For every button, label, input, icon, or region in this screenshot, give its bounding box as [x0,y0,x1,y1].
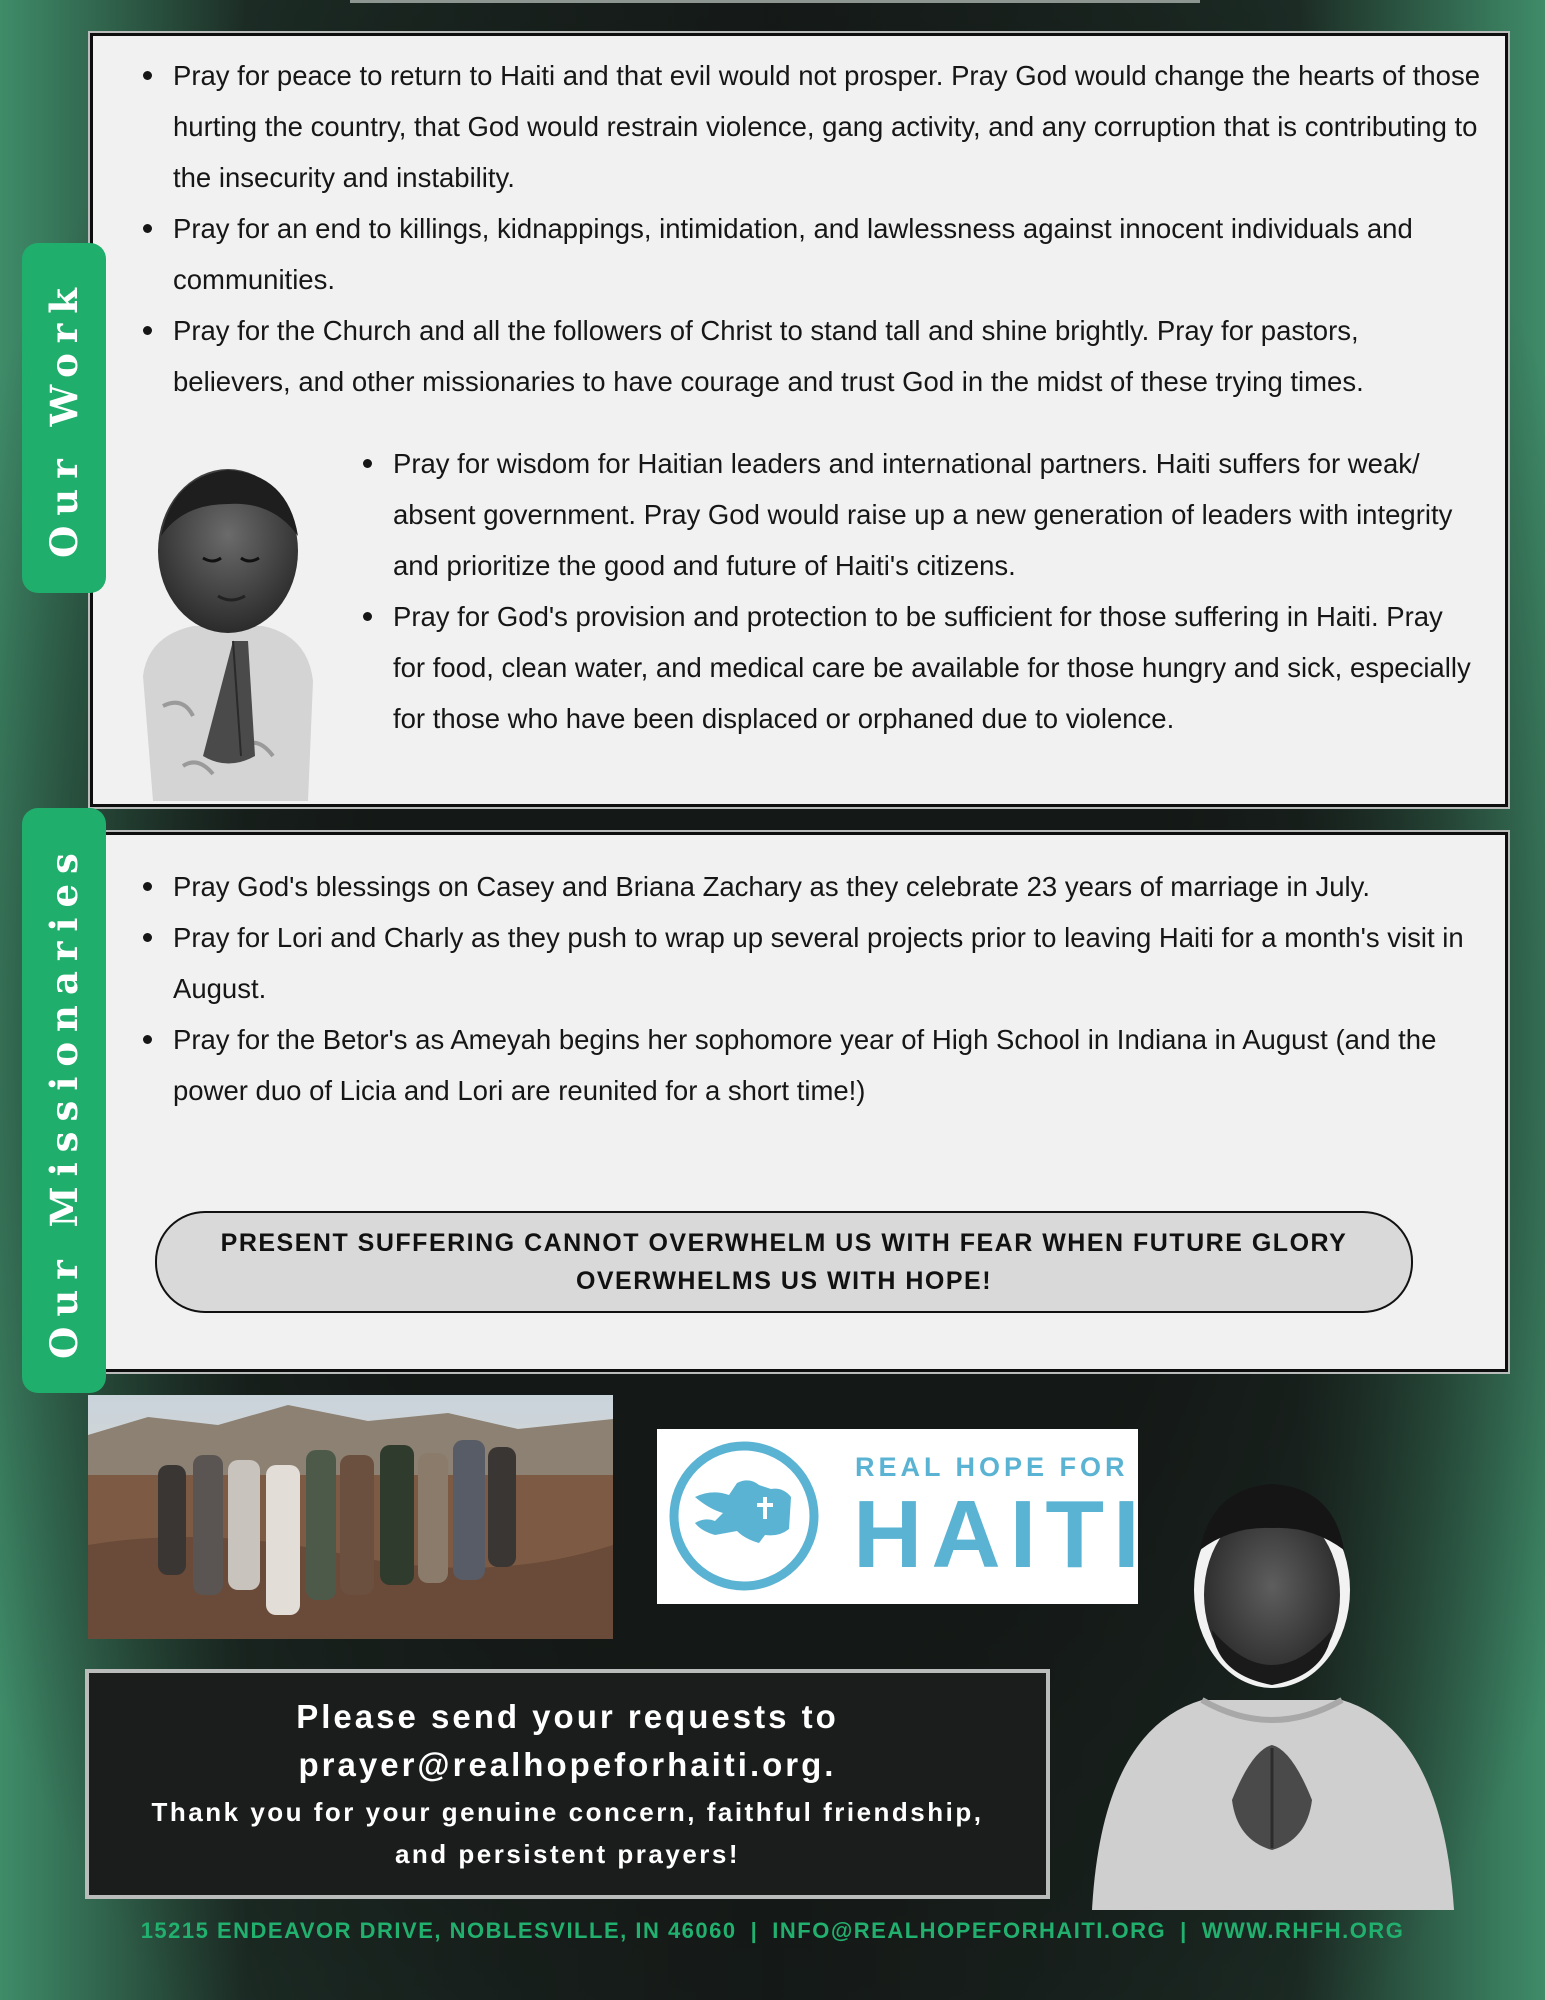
list-item: Pray for the Church and all the followers of Christ to stand tall and shine brightly. Pray for pastors, believers, and other missionaries to have courage and trust God in the midst of these trying times. [131,305,1481,407]
footer-address: 15215 ENDEAVOR DRIVE, NOBLESVILLE, IN 46060 [140,1918,737,1943]
prayer-request-box [85,1669,1050,1899]
our-missionaries-panel [90,832,1508,1372]
footer [0,1918,1545,1944]
our-missionaries-label: Our Missionaries [42,842,86,1359]
thank-you-line: Thank you for your genuine concern, faithful friendship, [151,1797,984,1827]
logo-name: HAITI [853,1481,1149,1588]
thank-you-line: and persistent prayers! [394,1839,741,1869]
our-work-list-continued [351,438,1481,744]
footer-separator: | [1180,1918,1188,1943]
our-missionaries-tab [22,808,106,1393]
footer-separator: | [750,1918,759,1943]
group-prayer-photo [88,1395,613,1639]
hope-quote: PRESENT SUFFERING CANNOT OVERWHELM US WITH FEAR WHEN FUTURE GLORY OVERWHELMS US WITH HOPE! [155,1211,1413,1313]
our-work-panel [90,33,1508,807]
request-line: Please send your requests to [296,1698,839,1735]
our-missionaries-list [131,861,1481,1116]
praying-man-photo [1082,1470,1464,1910]
haiti-map-icon [667,1439,822,1594]
praying-child-photo [123,456,333,801]
real-hope-for-haiti-logo [657,1429,1149,1604]
our-work-tab [22,243,106,593]
list-item: Pray for God's provision and protection to be sufficient for those suffering in Haiti. Pray for food, clean water, and medical care be available for those hungry and sick, especially for those who have been displaced or orphaned due to violence. [351,591,1481,744]
list-item: Pray for the Betor's as Ameyah begins her sophomore year of High School in Indiana in August (and the power duo of Licia and Lori are reunited for a short time!) [131,1014,1481,1116]
prayer-email[interactable]: prayer@realhopeforhaiti.org. [298,1746,837,1783]
list-item: Pray for peace to return to Haiti and that evil would not prosper. Pray God would change the hearts of those hurting the country, that God would restrain violence, gang activity, and any corruption that is contributing to the insecurity and instability. [131,50,1481,203]
list-item: Pray God's blessings on Casey and Briana Zachary as they celebrate 23 years of marriage in July. [131,861,1481,912]
footer-email[interactable]: INFO@REALHOPEFORHAITI.ORG [772,1918,1167,1943]
list-item: Pray for wisdom for Haitian leaders and international partners. Haiti suffers for weak/ absent government. Pray God would raise up a new generation of leaders with integrity and prioritize the good and future of Haiti's citizens. [351,438,1481,591]
logo-tagline: REAL HOPE FOR [855,1452,1129,1482]
footer-website[interactable]: WWW.RHFH.ORG [1201,1918,1405,1943]
our-work-label: Our Work [42,278,87,558]
list-item: Pray for an end to killings, kidnappings, intimidation, and lawlessness against innocent individuals and communities. [131,203,1481,305]
top-divider [350,0,1200,3]
list-item: Pray for Lori and Charly as they push to wrap up several projects prior to leaving Haiti for a month's visit in August. [131,912,1481,1014]
our-work-list [131,50,1481,407]
